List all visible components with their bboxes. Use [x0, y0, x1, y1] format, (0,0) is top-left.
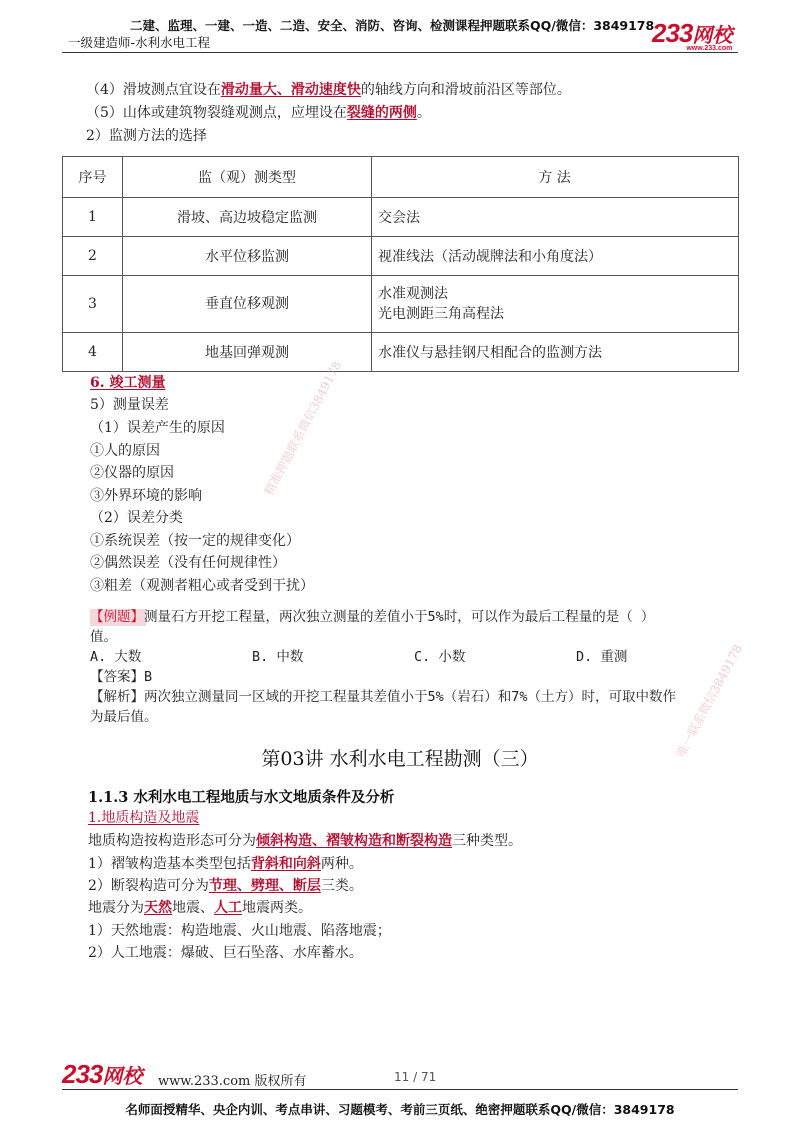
watermark: 唯一联系微信3849178 — [673, 642, 746, 760]
header-method: 方 法 — [372, 157, 739, 198]
brand-logo[interactable] — [652, 18, 732, 52]
survey-line: ②偶然误差（没有任何规律性） — [90, 555, 286, 571]
highlight-landslide: 滑动量大、滑动速度快 — [220, 82, 361, 98]
survey-line: ③粗差（观测者粗心或者受到干扰） — [90, 578, 314, 594]
paragraph-earthquake: 地震分为天然地震、人工地震两类。 — [88, 900, 312, 916]
watermark: 精准押题联系微信3849178 — [261, 358, 345, 498]
survey-line: ①人的原因 — [90, 443, 160, 459]
cell-type: 滑坡、高边坡稳定监测 — [123, 198, 372, 237]
cell-method: 交会法 — [372, 198, 739, 237]
survey-line: （2）误差分类 — [90, 510, 183, 526]
survey-line: （1）误差产生的原因 — [90, 420, 225, 436]
option-a: A. 大数 — [90, 649, 142, 665]
footer-contact-line: 名师面授精华、央企内训、考点串讲、习题模考、考前三页纸、绝密押题联系QQ/微信：3849178 — [125, 1102, 675, 1117]
header-type: 监（观）测类型 — [123, 157, 372, 198]
footer-logo-text: 网校 — [102, 1066, 143, 1088]
option-b: B. 中数 — [252, 649, 304, 665]
cell-method: 水准仪与悬挂钢尺相配合的监测方法 — [372, 333, 739, 372]
cell-method — [372, 276, 739, 333]
natural-earthquake-line: 1）天然地震：构造地震、火山地震、陷落地震； — [88, 923, 391, 939]
example-question-cont: 值。 — [90, 629, 117, 645]
highlight-crack: 裂缝的两侧 — [346, 105, 417, 121]
footer-logo-number: 233 — [62, 1059, 103, 1089]
document-subtitle: 一级建造师-水利水电工程 — [68, 35, 211, 50]
paragraph-crack-points: （5）山体或建筑物裂缝观测点，应埋设在裂缝的两侧。 — [86, 105, 431, 121]
page-number: 11 / 71 — [394, 1070, 437, 1084]
cell-no: 4 — [63, 333, 123, 372]
paragraph-landslide-points: （4）滑坡测点宜设在滑动量大、滑动速度快的轴线方向和滑坡前沿区等部位。 — [86, 82, 571, 98]
logo-number: 233 — [652, 18, 693, 48]
footer-site[interactable]: www.233.com 版权所有 — [158, 1074, 307, 1089]
paragraph-fold: 1）褶皱构造基本类型包括背斜和向斜两种。 — [88, 856, 363, 872]
example-analysis-cont: 为最后值。 — [90, 709, 158, 725]
cell-no: 1 — [63, 198, 123, 237]
lecture-title: 第03讲 水利水电工程勘测（三） — [261, 748, 539, 770]
example-analysis: 【解析】两次独立测量同一区域的开挖工程量其差值小于5%（岩石）和7%（土方）时，可取中数作 — [90, 689, 677, 705]
cell-type: 地基回弹观测 — [123, 333, 372, 372]
method-line-2: 光电测距三角高程法 — [378, 306, 504, 322]
cell-type: 水平位移监测 — [123, 237, 372, 276]
option-c: C. 小数 — [414, 649, 466, 665]
monitoring-methods-table — [62, 156, 739, 372]
paragraph-geo-structure: 地质构造按构造形态可分为倾斜构造、褶皱构造和断裂构造三种类型。 — [88, 833, 522, 849]
header-contact-line: 二建、监理、一建、一造、二造、安全、消防、咨询、检测课程押题联系QQ/微信：3849178 — [130, 18, 655, 33]
paragraph-fault: 2）断裂构造可分为节理、劈理、断层三类。 — [88, 878, 363, 894]
survey-line: 5）测量误差 — [90, 397, 169, 413]
header-no: 序号 — [63, 157, 123, 198]
cell-no: 3 — [63, 276, 123, 333]
method-selection-heading: 2）监测方法的选择 — [86, 128, 207, 144]
artificial-earthquake-line: 2）人工地震：爆破、巨石坠落、水库蓄水。 — [88, 945, 363, 961]
completion-survey-heading: 6. 竣工测量 — [90, 375, 166, 391]
footer-divider — [62, 1089, 738, 1090]
table-row — [63, 276, 739, 333]
logo-url: www.233.com — [686, 45, 733, 52]
table-row — [63, 237, 739, 276]
geology-subheading: 1.地质构造及地震 — [88, 810, 200, 826]
cell-method: 视准线法（活动觇牌法和小角度法） — [372, 237, 739, 276]
footer-logo[interactable] — [62, 1059, 142, 1090]
method-line-1: 水准观测法 — [378, 286, 448, 302]
table-row — [63, 198, 739, 237]
survey-line: ①系统误差（按一定的规律变化） — [90, 533, 300, 549]
example-question: 【例题】测量石方开挖工程量，两次独立测量的差值小于5%时，可以作为最后工程量的是（ ） — [90, 609, 655, 625]
section-title: 1.1.3 水利水电工程地质与水文地质条件及分析 — [88, 789, 395, 806]
cell-type: 垂直位移观测 — [123, 276, 372, 333]
cell-no: 2 — [63, 237, 123, 276]
example-tag: 【例题】 — [90, 609, 144, 625]
table-header-row — [63, 157, 739, 198]
survey-line: ②仪器的原因 — [90, 465, 174, 481]
logo-text: 网校 — [692, 25, 733, 47]
survey-line: ③外界环境的影响 — [90, 488, 202, 504]
example-answer: 【答案】B — [90, 669, 153, 685]
header-divider — [62, 52, 738, 53]
option-d: D. 重测 — [576, 649, 628, 665]
table-row — [63, 333, 739, 372]
